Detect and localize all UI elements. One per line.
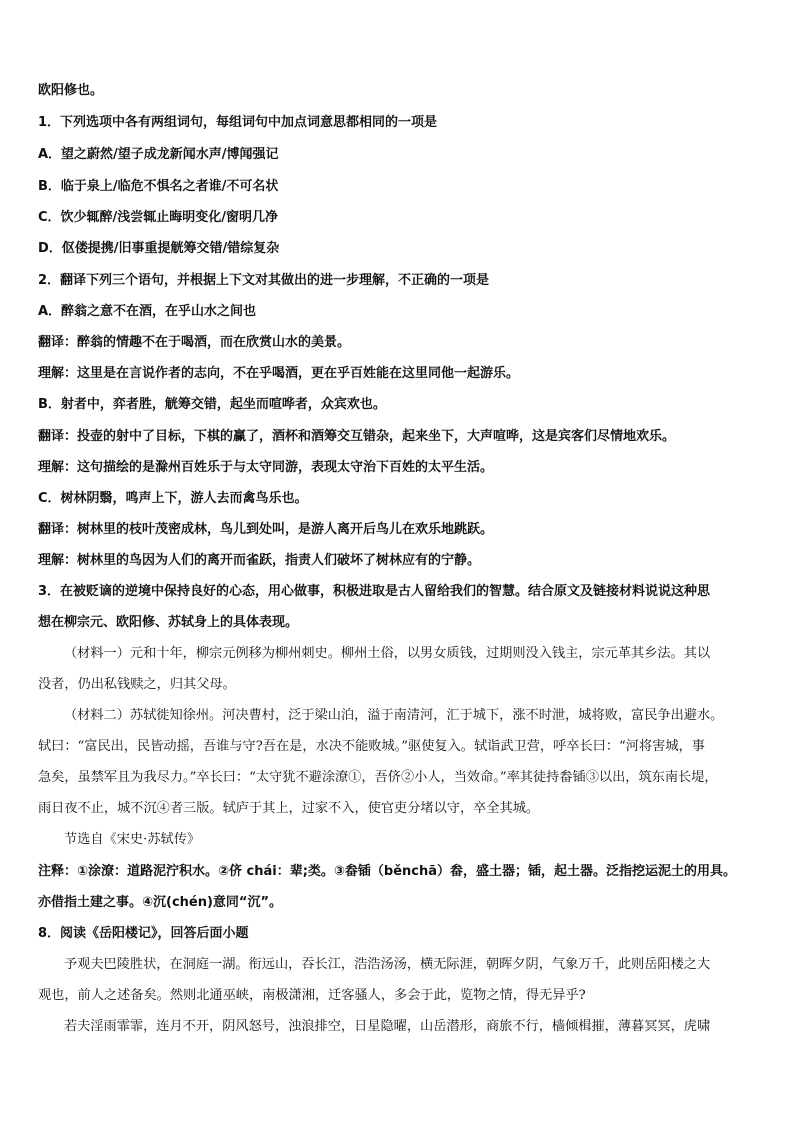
material-1: （材料一）元和十年，柳宗元例移为柳州刺史。柳州土俗，以男女质钱，过期则没入钱主，宗元革其乡法。其以 — [64, 646, 711, 661]
question-3-stem-cont: 想在柳宗元、欧阳修、苏轼身上的具体表现。 — [38, 615, 299, 630]
question-3-stem: 3．在被贬谪的逆境中保持良好的心态，用心做事，积极进取是古人留给我们的智慧。结合原文及链接材料说说这种思 — [38, 584, 711, 599]
option-c: C．饮少辄醉/浅尝辄止晦明变化/窗明几净 — [38, 210, 279, 225]
question-1-stem: 1．下列选项中各有两组词句，每组词句中加点词意思都相同的一项是 — [38, 115, 438, 130]
annotation-cont: 亦借指土建之事。④沉(chén)意同“沉”。 — [38, 895, 283, 910]
annotation: 注释：①涂潦：道路泥泞积水。②侪 chái：辈;类。③畚锸（běnchā）畚，盛土器；锸，起土器。泛指挖运泥土的用具。 — [38, 864, 737, 879]
translation-line: 翻译：投壶的射中了目标，下棋的赢了，酒杯和酒筹交互错杂，起来坐下，大声喧哗，这是宾客们尽情地欢乐。 — [38, 429, 676, 444]
option-b: B．射者中，弈者胜，觥筹交错，起坐而喧哗者，众宾欢也。 — [38, 397, 386, 412]
question-2-stem: 2．翻译下列三个语句，并根据上下文对其做出的进一步理解，不正确的一项是 — [38, 273, 490, 288]
understanding-line: 理解：树林里的鸟因为人们的离开而雀跃，指责人们破坏了树林应有的宁静。 — [38, 553, 481, 568]
material-2-cont: 急矣，虽禁军且为我尽力。”卒长曰：“太守犹不避涂潦①，吾侪②小人，当效命。”率其徒持畚锸③以出，筑东南长堤， — [38, 770, 718, 785]
option-c: C．树林阴翳，鸣声上下，游人去而禽鸟乐也。 — [38, 491, 308, 506]
material-2-cont: 雨日夜不止，城不沉④者三版。轼庐于其上，过家不入，使官吏分堵以守，卒全其城。 — [38, 801, 540, 816]
question-8-stem: 8．阅读《岳阳楼记》，回答后面小题 — [38, 926, 249, 941]
material-2-cont: 轼曰：“富民出，民皆动摇，吾谁与守?吾在是，水决不能败城。”驱使复入。轼诣武卫营，呼卒长曰：“河将害城，事 — [38, 739, 705, 754]
translation-line: 翻译：醉翁的情趣不在于喝酒，而在欣赏山水的美景。 — [38, 335, 351, 350]
option-b: B．临于泉上/临危不惧名之者谁/不可名状 — [38, 179, 279, 194]
text-line: 欧阳修也。 — [38, 83, 104, 98]
understanding-line: 理解：这句描绘的是滁州百姓乐于与太守同游，表现太守治下百姓的太平生活。 — [38, 460, 494, 475]
passage-line: 观也，前人之述备矣。然则北通巫峡，南极潇湘，迁客骚人，多会于此，览物之情，得无异乎? — [38, 988, 586, 1003]
source-note: 节选自《宋史·苏轼传》 — [64, 832, 201, 847]
option-a: A．醉翁之意不在酒，在乎山水之间也 — [38, 304, 257, 319]
option-d: D．伛偻提携/旧事重提觥筹交错/错综复杂 — [38, 241, 280, 256]
material-2: （材料二）苏轼徙知徐州。河决曹村，泛于梁山泊，溢于南清河，汇于城下，涨不时泄，城将败，富民争出避水。 — [64, 708, 724, 723]
option-a: A．望之蔚然/望子成龙新闻水声/博闻强记 — [38, 147, 279, 162]
translation-line: 翻译：树林里的枝叶茂密成林，鸟儿到处叫，是游人离开后鸟儿在欢乐地跳跃。 — [38, 522, 494, 537]
understanding-line: 理解：这里是在言说作者的志向，不在乎喝酒，更在乎百姓能在这里同他一起游乐。 — [38, 366, 520, 381]
passage-line: 若夫淫雨霏霏，连月不开，阴风怒号，浊浪排空，日星隐曜，山岳潜形，商旅不行，樯倾楫摧，薄暮冥冥，虎啸 — [64, 1019, 711, 1034]
material-1-cont: 没者，仍出私钱赎之，归其父母。 — [38, 677, 236, 692]
passage-line: 予观夫巴陵胜状，在洞庭一湖。衔远山，吞长江，浩浩汤汤，横无际涯，朝晖夕阴，气象万千，此则岳阳楼之大 — [64, 957, 711, 972]
